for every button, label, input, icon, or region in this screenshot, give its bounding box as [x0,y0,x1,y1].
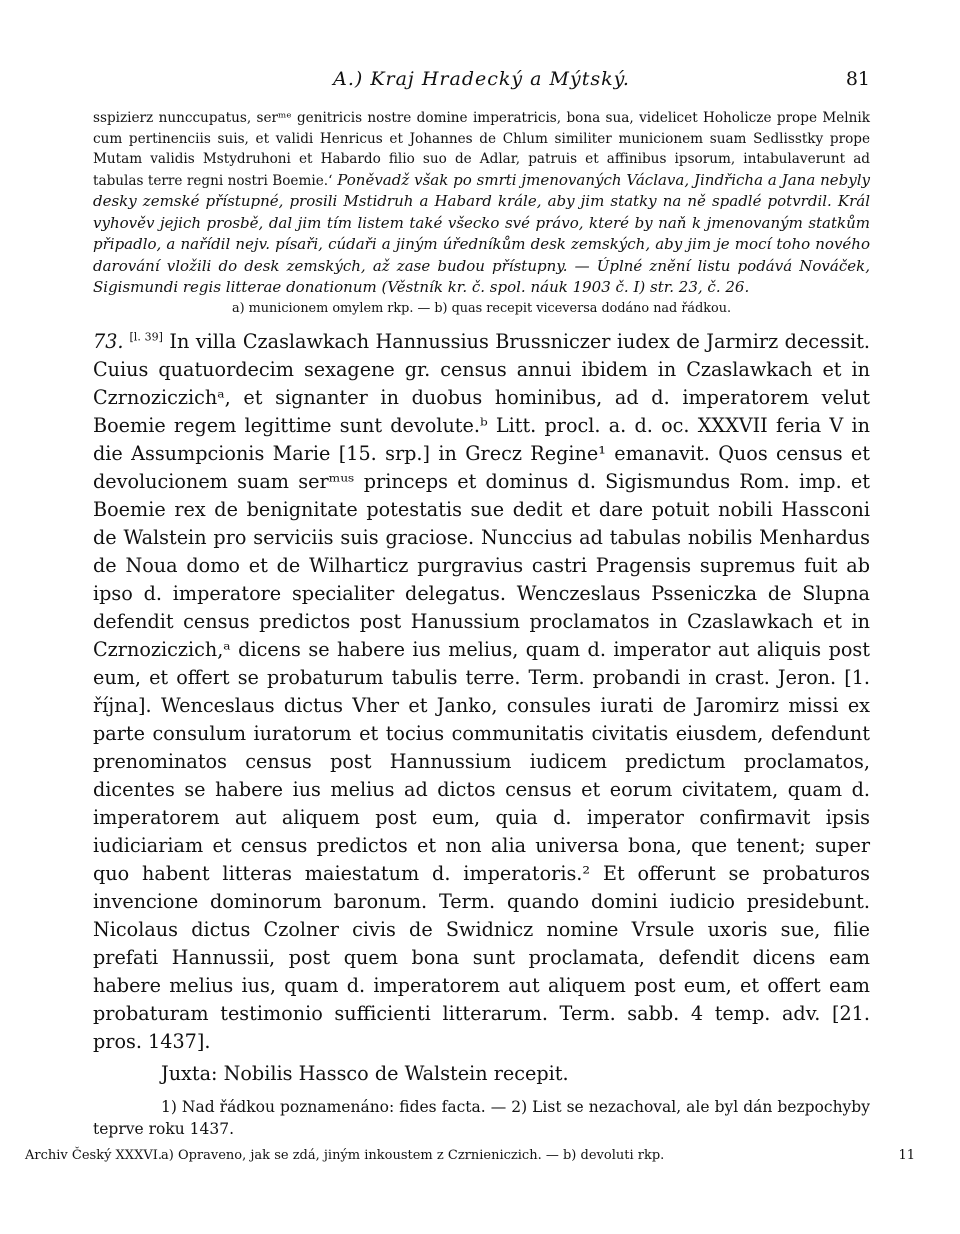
folio-mark: [l. 39] [129,330,163,344]
document-page [93,68,870,1166]
page-number: 81 [845,68,870,90]
entry-text: In villa Czaslawkach Hannussius Brussniczer iudex de Jarmirz decessit. Cuius quatuordecim sexagene gr. census annui ibidem in Czaslawkach et in Czrnoziczichᵃ, et signanter in duobus hominibus, ad d. imperatorem velut Boemie regem legittime sunt devolute.ᵇ Litt. procl. a. d. oc. XXXVII feria V in die Assumpcionis Marie [15. srp.] in Grecz Regine¹ emanavit. Quos census et devolucionem suam serᵐᵘˢ princeps et dominus d. Sigismundus Rom. imp. et Boemie rex de benignitate potestatis sue dedit et dare potuit nobili Hassconi de Walstein pro serviciis suis graciose. Nunccius ad tabulas nobilis Menhardus de Noua domo et de Wilharticz purgravius castri Pragensis supremus fuit ab ipso d. imperatore specialiter delegatus. Wenczeslaus Psseniczka de Slupna defendit census predictos post Hanussium proclamatos in Czaslawkach et in Czrnoziczich,ᵃ dicens se habere ius melius, quam d. imperator aut aliquis post eum, et offert se probaturum tabulis terre. Term. probandi in crast. Jeron. [1. října]. Wenceslaus dictus Vher et Janko, consules iurati de Jaromirz missi ex parte consulum iuratorum et tocius communitatis civitatis eiusdem, defendunt prenominatos census post Hannussium iudicem predictum proclamatos, dicentes se habere ius melius ad dictos census et eorum civitatem, quam d. imperatorem aut aliquem post eum, quia d. imperator confirmavit ipsis iudiciariam et census predictos et non alia universa bona, que tenent; super quo habent litteras maiestatum d. imperatoris.² Et offerunt se probaturos invencione dominorum baronum. Term. quando domini iudicio presidebunt. Nicolaus dictus Czolner civis de Swidnicz nomine Vrsule uxoris sue, filie prefati Hannussii, post quem bona sunt proclamata, defendit dicens eam habere melius ius, quam d. imperatorem aut aliquem post eum, et offert eam probaturam testimonio sufficienti litterarum. Term. sabb. 4 temp. adv. [21. pros. 1437]. [93,329,871,1053]
entry-number: 73. [93,329,124,353]
footer-sheet-number: 11 [898,1148,915,1163]
numbered-footnotes: 1) Nad řádkou poznamenáno: fides facta. — 2) List se nezachoval, ale byl dán bezpochyby teprve roku 1437. [93,1097,870,1138]
footer-signature: Archiv Český XXXVI. [25,1148,162,1163]
intro-paragraph [93,108,870,299]
page-header [93,68,870,98]
running-head: A.) Kraj Hradecký a Mýtský. [333,68,630,90]
intro-czech: Poněvadž však po smrti jmenovaných Václava, Jindřicha a Jana nebyly desky zemské přístupné, prosili Mstidruh a Habard krále, aby jim statky na ně spadlé potvrdil. Král vyhověv jejich prosbě, dal jim tím listem také všecko své právo, které by naň k jmenovaným statkům připadlo, a nařídil nejv. písaři, cúdaři a jiným úředníkům desk zemských, aby jim je mocí toho nového darování vložili do desk zemských, až zase budou přístupny. — Úplné znění listu podává Nováček, Sigismundi regis litterae donationum (Věstník kr. č. spol. náuk 1903 č. I) str. 23, č. 26. [93,170,871,296]
juxta-note: Juxta: Nobilis Hassco de Walstein recepit. [161,1061,569,1085]
intro-footnote: a) municionem omylem rkp. — b) quas recepit viceversa dodáno nad řádkou. [231,300,732,316]
lettered-footnotes: a) Opraveno, jak se zdá, jiným inkoustem z Czrnieniczich. — b) devoluti rkp. [161,1147,665,1163]
intro-latin: sspizierz nunccupatus, serᵐᵉ genitricis nostre domine imperatricis, bona sua, videlicet Hoholicze prope Melnik cum pertinenciis suis, et validi Henricus et Johannes de Chlum similiter municionem suam Sedlisstky prope Mutam validis Mstydruhoni et Habardo filio suo de Adlar, patruis et affinibus ipsorum, intabulaverunt ad tabulas terre regni nostri Boemie.‘ [93,110,870,189]
entry-paragraph [93,328,870,1056]
